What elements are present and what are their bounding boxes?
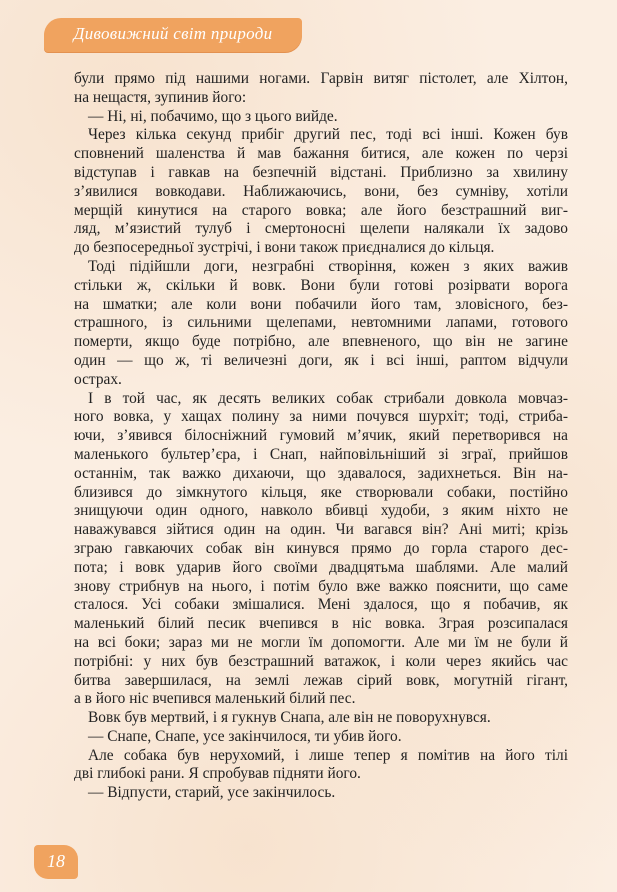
text-line: маленький білий песик вчепився в ніс вовка. Зграя розсипалася: [74, 615, 568, 633]
text-line: Тоді підійшли доги, незграбні створіння, кожен з яких важив: [88, 257, 568, 275]
text-line: останнім, так важко дихаючи, що здавалося, задихнеться. Він на-: [74, 464, 568, 482]
text-line: битва завершилася, на землі лежав сірий вовк, могутній гігант,: [74, 671, 568, 689]
text-line: сповнений шаленства й мав бажання битися, але кожен по черзі: [74, 145, 568, 163]
text-line: острах.: [74, 370, 122, 388]
text-line: мерщій кинутися на старого вовка; але його безстрашний виг-: [74, 201, 568, 219]
text-line: — Снапе, Снапе, усе закінчилося, ти убив його.: [88, 727, 402, 745]
text-line: сталося. Усі собаки змішалися. Мені здалося, що я побачив, як: [74, 596, 568, 614]
section-title: Дивовижний світ природи: [73, 24, 273, 43]
body-text: [74, 70, 568, 803]
text-line: дві глибокі рани. Я спробував підняти його.: [74, 765, 361, 783]
text-line: померти, якщо буде потрібно, але впевненого, що він не загине: [74, 333, 568, 351]
text-line: були прямо під нашими ногами. Гарвін витяг пістолет, але Хілтон,: [74, 70, 568, 87]
text-line: відступав і гавкав на безпечній відстані. Приблизно за хвилину: [74, 163, 568, 181]
text-line: знову стрибнув на нього, і потім було вже важко пояснити, що саме: [74, 577, 568, 595]
text-line: зграю гавкаючих собак він кинувся прямо до горла старого дес-: [74, 539, 568, 557]
text-line: — Ні, ні, побачимо, що з цього вийде.: [88, 107, 338, 125]
text-line: Через кілька секунд прибіг другий пес, тоді всі інші. Кожен був: [88, 126, 568, 144]
text-line: Вовк був мертвий, і я гукнув Снапа, але він не поворухнувся.: [88, 709, 491, 727]
text-line: маленького бультер’єра, і Снап, найповільніший зі зграї, прийшов: [74, 445, 568, 463]
text-line: ного вовка, у хащах полину за ними почувся шурхіт; тоді, стриба-: [74, 408, 568, 426]
text-line: на всі боки; зараз ми не могли їм допомогти. Але ми їм не були й: [74, 633, 568, 651]
text-line: потрібні: у них був безстрашний ватажок, і коли через якийсь час: [74, 652, 568, 670]
text-line: стільки ж, скільки й вовк. Вони були готові розірвати ворога: [74, 276, 568, 294]
page-number: 18: [47, 851, 65, 871]
text-line: а в його ніс вчепився маленький білий пес.: [74, 690, 356, 708]
text-line: пота; і вовк ударив його своїми двадцятьма шаблями. Але малий: [74, 558, 568, 576]
text-line: ючи, з’явився білосніжний гумовий м’ячик, який перетворився на: [74, 427, 568, 445]
text-line: з’явилися вовкодави. Наближаючись, вони, без сумніву, хотіли: [74, 182, 568, 200]
text-line: І в той час, як десять великих собак стрибали довкола мовчаз-: [88, 389, 568, 407]
text-line: на шматки; але коли вони побачили його там, зловісного, без-: [74, 295, 568, 313]
text-line: на нещастя, зупинив його:: [74, 88, 247, 106]
text-line: до безпосередньої зустрічі, і вони також приєдналися до кільця.: [74, 239, 495, 257]
text-line: один — що ж, ті величезні доги, як і всі інші, раптом відчули: [74, 351, 568, 369]
page-number-badge: [34, 845, 78, 879]
text-line: — Відпусти, старий, усе закінчилось.: [88, 784, 336, 802]
text-line: наважувався зійтися один на один. Чи вагався він? Ані миті; крізь: [74, 521, 568, 539]
text-line: близився до зімкнутого кільця, яке створювали собаки, постійно: [74, 483, 568, 501]
text-line: страшного, із сильними щелепами, невтомними лапами, готового: [74, 314, 568, 332]
text-line: Але собака був нерухомий, і лише тепер я помітив на його тілі: [88, 746, 568, 764]
text-line: знищуючи один одного, навколо вбивці худоби, з яким ніхто не: [74, 502, 568, 520]
header-banner: [44, 18, 302, 52]
text-line: ляд, м’язистий тулуб і смертоносні щелепи налякали їх задово: [74, 220, 568, 238]
